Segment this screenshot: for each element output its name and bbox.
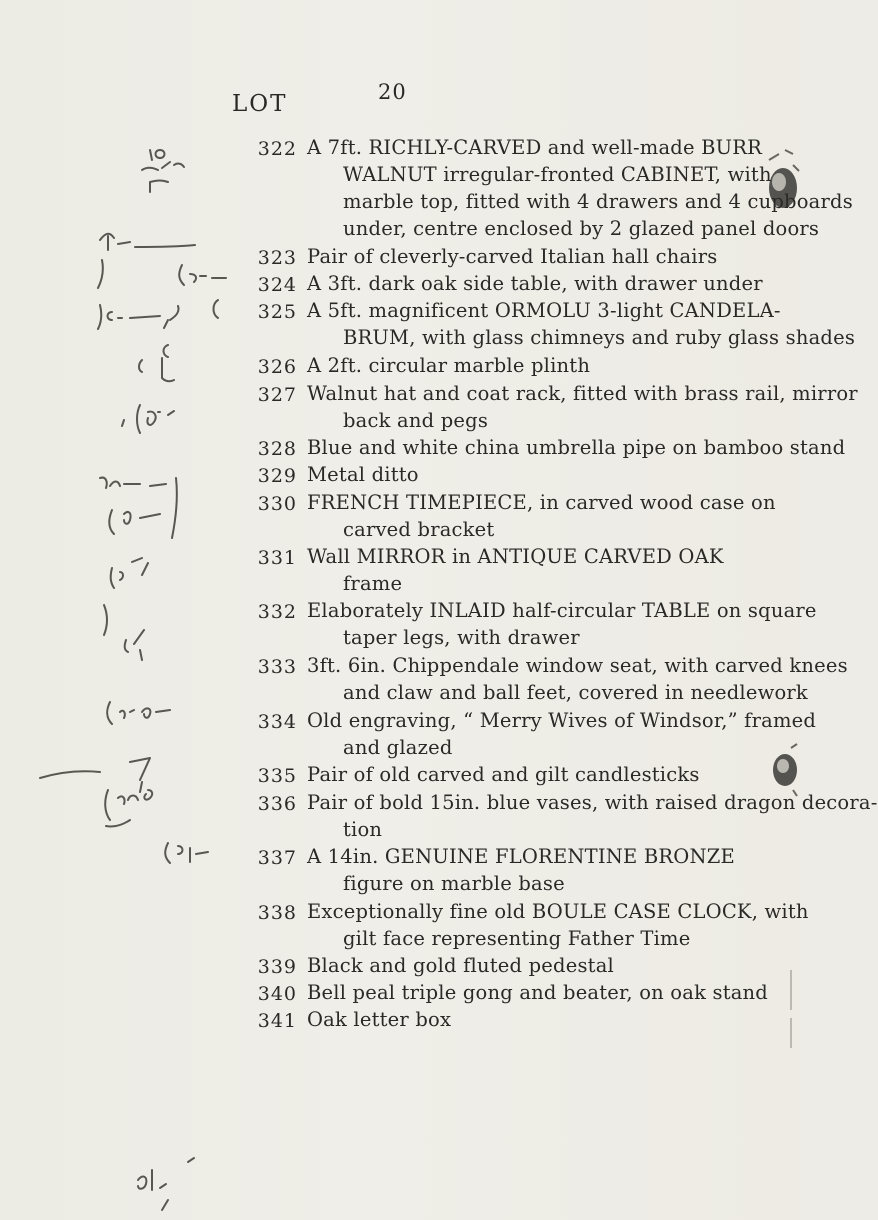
lot-description: [307, 461, 747, 488]
lot-number: 333: [257, 656, 297, 678]
wax-seal-middle: [773, 744, 797, 796]
description-line: Metal ditto: [307, 463, 419, 486]
description-line: figure on marble base: [343, 872, 565, 895]
lot-number: 341: [257, 1010, 297, 1032]
lot-description: [307, 543, 747, 597]
description-line: and glazed: [343, 736, 453, 759]
lot-number: 324: [257, 274, 297, 296]
handwritten-annotations: [0, 0, 240, 1220]
description-line: Oak letter box: [307, 1008, 452, 1031]
description-line: Pair of bold 15in. blue vases, with raised dragon decora-: [307, 791, 878, 814]
description-line: Exceptionally fine old BOULE CASE CLOCK, with: [307, 900, 809, 923]
lot-description: [307, 597, 817, 651]
lot-description: [307, 979, 768, 1006]
description-line: Elaborately INLAID half-circular TABLE on square: [307, 599, 817, 622]
lot-description: [307, 270, 763, 297]
lot-number: 336: [257, 793, 297, 815]
lot-number: 327: [257, 384, 297, 406]
lot-number: 339: [257, 956, 297, 978]
lot-description: [307, 761, 747, 788]
description-line: Pair of cleverly-carved Italian hall chairs: [307, 245, 718, 268]
lot-number: 328: [257, 438, 297, 460]
description-line: carved bracket: [343, 518, 495, 541]
description-line: A 3ft. dark oak side table, with drawer under: [307, 272, 763, 295]
description-line: A 14in. GENUINE FLORENTINE BRONZE: [307, 845, 735, 868]
lot-description: [307, 1006, 747, 1033]
description-line: BRUM, with glass chimneys and ruby glass shades: [343, 326, 856, 349]
lot-number: 323: [257, 247, 297, 269]
description-line: Bell peal triple gong and beater, on oak stand: [307, 981, 768, 1004]
lot-number: 322: [257, 138, 297, 160]
lot-description: [307, 652, 848, 706]
description-line: A 2ft. circular marble plinth: [307, 354, 591, 377]
description-line: Wall MIRROR in ANTIQUE CARVED OAK: [307, 545, 724, 568]
description-line: marble top, fitted with 4 drawers and 4 cupboards: [343, 190, 853, 213]
description-line: FRENCH TIMEPIECE, in carved wood case on: [307, 491, 776, 514]
description-line: taper legs, with drawer: [343, 626, 580, 649]
lot-number: 332: [257, 601, 297, 623]
description-line: gilt face representing Father Time: [343, 927, 691, 950]
lot-description: [307, 134, 853, 242]
lot-description: [307, 707, 817, 761]
description-line: WALNUT irregular-fronted CABINET, with: [343, 163, 772, 186]
description-line: 3ft. 6in. Chippendale window seat, with carved knees: [307, 654, 848, 677]
description-line: Pair of old carved and gilt candlesticks: [307, 763, 700, 786]
description-line: Walnut hat and coat rack, fitted with brass rail, mirror: [307, 382, 858, 405]
lot-number: 337: [257, 847, 297, 869]
description-line: Black and gold fluted pedestal: [307, 954, 614, 977]
lot-description: [307, 789, 878, 843]
lot-number: 334: [257, 711, 297, 733]
lot-column-header: LOT: [232, 91, 288, 117]
lot-number: 338: [257, 902, 297, 924]
lot-number: 331: [257, 547, 297, 569]
lot-number: 329: [257, 465, 297, 487]
lot-number: 335: [257, 765, 297, 787]
description-line: A 7ft. RICHLY-CARVED and well-made BURR: [307, 136, 763, 159]
lot-number: 330: [257, 493, 297, 515]
description-line: Old engraving, “ Merry Wives of Windsor,” framed: [307, 709, 817, 732]
lot-description: [307, 380, 858, 434]
lot-description: [307, 352, 747, 379]
lot-description: [307, 843, 747, 897]
lot-description: [307, 898, 809, 952]
lot-description: [307, 952, 747, 979]
lot-description: [307, 434, 846, 461]
lot-description: [307, 297, 856, 351]
description-line: under, centre enclosed by 2 glazed panel doors: [343, 217, 820, 240]
description-line: tion: [343, 818, 383, 841]
lot-number: 340: [257, 983, 297, 1005]
description-line: A 5ft. magnificent ORMOLU 3-light CANDELA-: [307, 299, 781, 322]
description-line: back and pegs: [343, 409, 489, 432]
lot-number: 325: [257, 301, 297, 323]
lot-description: [307, 243, 747, 270]
description-line: Blue and white china umbrella pipe on bamboo stand: [307, 436, 846, 459]
page-number: 20: [378, 80, 407, 104]
description-line: frame: [343, 572, 403, 595]
lot-number: 326: [257, 356, 297, 378]
description-line: and claw and ball feet, covered in needlework: [343, 681, 808, 704]
lot-description: [307, 489, 776, 543]
